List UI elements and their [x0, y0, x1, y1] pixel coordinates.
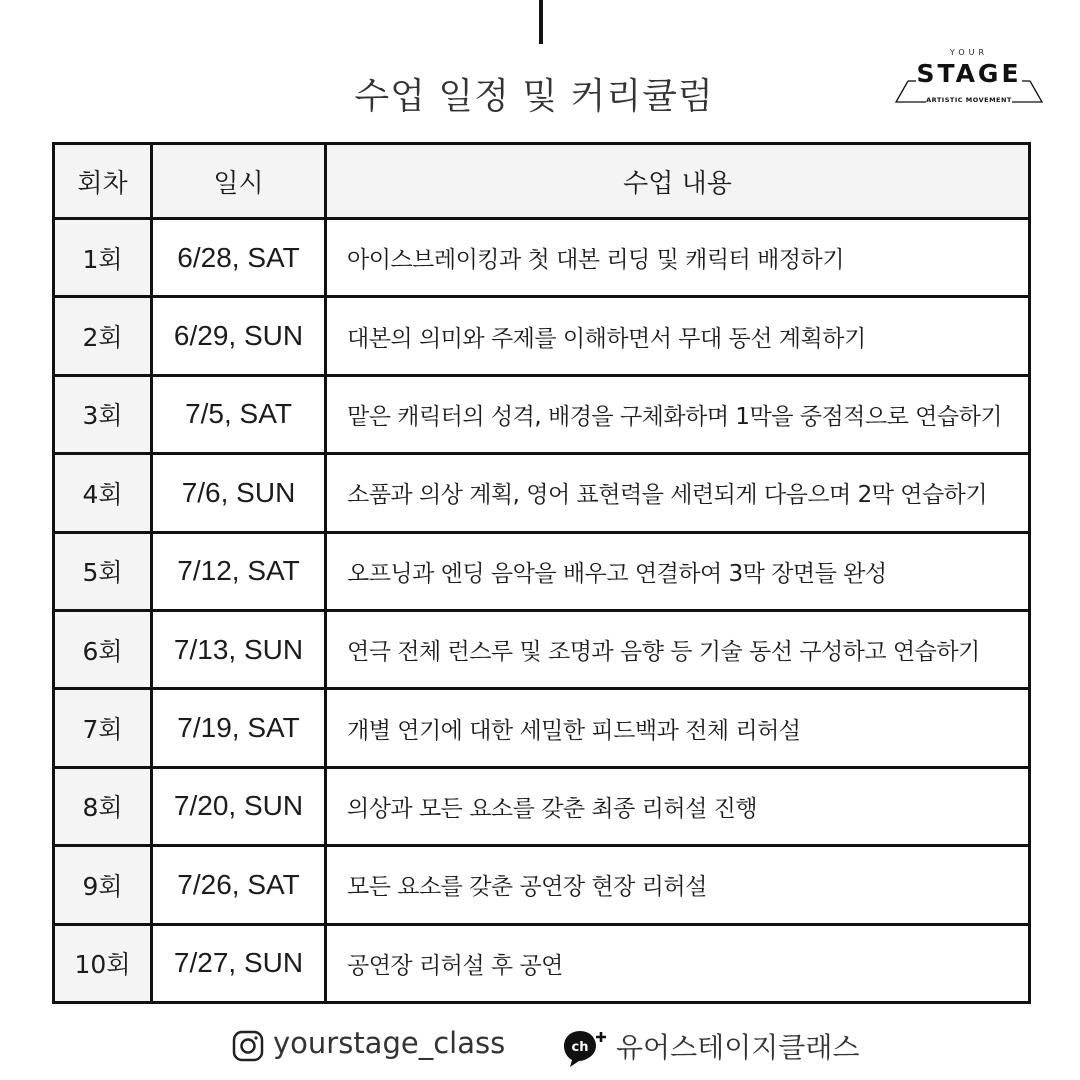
- content-cell: 연극 전체 런스루 및 조명과 음향 등 기술 동선 구성하고 연습하기: [326, 610, 1030, 688]
- date-cell: 6/28, SAT: [152, 219, 326, 297]
- table-row: [54, 375, 1030, 453]
- round-cell: 5회: [54, 532, 152, 610]
- logo-subtitle: ARTISTIC MOVEMENT: [926, 96, 1012, 104]
- round-cell: 7회: [54, 689, 152, 767]
- date-cell: 7/13, SUN: [152, 610, 326, 688]
- table-row: [54, 454, 1030, 532]
- table-header-row: [54, 144, 1030, 219]
- date-cell: 6/29, SUN: [152, 297, 326, 375]
- table-row: [54, 767, 1030, 845]
- top-divider-line: [539, 0, 543, 44]
- round-cell: 4회: [54, 454, 152, 532]
- date-cell: 7/19, SAT: [152, 689, 326, 767]
- round-cell: 3회: [54, 375, 152, 453]
- content-cell: 공연장 리허설 후 공연: [326, 924, 1030, 1002]
- instagram-icon[interactable]: [232, 1030, 264, 1062]
- header-round: 회차: [54, 144, 152, 219]
- content-cell: 모든 요소를 갖춘 공연장 현장 리허설: [326, 846, 1030, 924]
- logo-your-text: YOUR: [949, 48, 989, 57]
- stage-logo: [888, 46, 1050, 110]
- round-cell: 1회: [54, 219, 152, 297]
- header-date: 일시: [152, 144, 326, 219]
- round-cell: 9회: [54, 846, 152, 924]
- table-row: [54, 924, 1030, 1002]
- kakao-channel-icon[interactable]: [562, 1028, 608, 1068]
- footer: [0, 1022, 1080, 1070]
- date-cell: 7/12, SAT: [152, 532, 326, 610]
- date-cell: 7/5, SAT: [152, 375, 326, 453]
- content-cell: 개별 연기에 대한 세밀한 피드백과 전체 리허설: [326, 689, 1030, 767]
- table-row: [54, 219, 1030, 297]
- round-cell: 6회: [54, 610, 152, 688]
- logo-stage-text: STAGE: [916, 59, 1022, 88]
- instagram-handle[interactable]: yourstage_class: [273, 1026, 506, 1060]
- content-cell: 의상과 모든 요소를 갖춘 최종 리허설 진행: [326, 767, 1030, 845]
- page-title: 수업 일정 및 커리큘럼: [354, 76, 714, 117]
- content-cell: 오프닝과 엔딩 음악을 배우고 연결하여 3막 장면들 완성: [326, 532, 1030, 610]
- content-cell: 대본의 의미와 주제를 이해하면서 무대 동선 계획하기: [326, 297, 1030, 375]
- schedule-table: [52, 142, 1031, 1004]
- channel-name[interactable]: 유어스테이지클래스: [616, 1031, 860, 1064]
- content-cell: 소품과 의상 계획, 영어 표현력을 세련되게 다음으며 2막 연습하기: [326, 454, 1030, 532]
- date-cell: 7/20, SUN: [152, 767, 326, 845]
- round-cell: 10회: [54, 924, 152, 1002]
- round-cell: 2회: [54, 297, 152, 375]
- header-content: 수업 내용: [326, 144, 1030, 219]
- table-row: [54, 846, 1030, 924]
- content-cell: 아이스브레이킹과 첫 대본 리딩 및 캐릭터 배정하기: [326, 219, 1030, 297]
- date-cell: 7/26, SAT: [152, 846, 326, 924]
- table-row: [54, 297, 1030, 375]
- date-cell: 7/27, SUN: [152, 924, 326, 1002]
- table-row: [54, 689, 1030, 767]
- table-row: [54, 610, 1030, 688]
- date-cell: 7/6, SUN: [152, 454, 326, 532]
- table-row: [54, 532, 1030, 610]
- channel-icon-text: ch: [571, 1040, 589, 1055]
- round-cell: 8회: [54, 767, 152, 845]
- content-cell: 맡은 캐릭터의 성격, 배경을 구체화하며 1막을 중점적으로 연습하기: [326, 375, 1030, 453]
